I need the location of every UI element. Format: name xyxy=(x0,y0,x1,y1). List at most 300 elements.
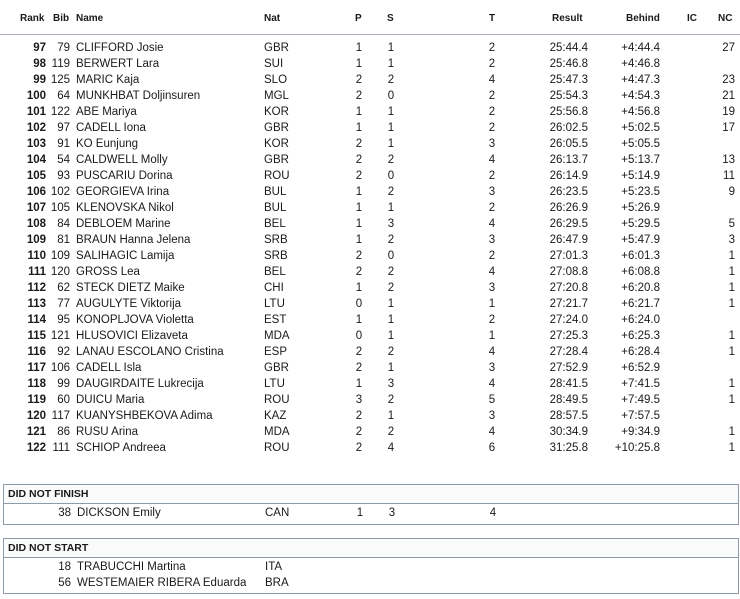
cell-t: 4 xyxy=(488,266,496,278)
cell-t: 3 xyxy=(488,234,496,246)
cell-rank: 119 xyxy=(27,394,46,406)
cell-name: KONOPLJOVA Violetta xyxy=(76,314,194,326)
cell-bib: 18 xyxy=(58,561,71,573)
cell-behind: +6:28.4 xyxy=(621,346,660,358)
cell-bib: 97 xyxy=(57,122,70,134)
cell-behind: +4:54.3 xyxy=(621,90,660,102)
cell-p: 2 xyxy=(355,74,363,86)
cell-nat: BUL xyxy=(264,186,287,198)
cell-name: CADELL Isla xyxy=(76,362,142,374)
cell-nc: 19 xyxy=(722,106,735,118)
cell-result: 25:56.8 xyxy=(549,106,588,118)
cell-nc: 1 xyxy=(728,442,735,454)
table-row xyxy=(0,72,740,88)
cell-nat: LTU xyxy=(264,378,285,390)
cell-p: 2 xyxy=(355,362,363,374)
cell-bib: 38 xyxy=(58,507,71,519)
cell-name: DUICU Maria xyxy=(76,394,145,406)
cell-behind: +4:47.3 xyxy=(621,74,660,86)
cell-result: 26:23.5 xyxy=(549,186,588,198)
cell-name: KUANYSHBEKOVA Adima xyxy=(76,410,213,422)
cell-s: 1 xyxy=(387,298,395,310)
cell-bib: 77 xyxy=(57,298,70,310)
table-row xyxy=(0,88,740,104)
cell-p: 1 xyxy=(355,58,363,70)
cell-t: 2 xyxy=(488,122,496,134)
cell-result: 27:21.7 xyxy=(549,298,588,310)
cell-bib: 95 xyxy=(57,314,70,326)
cell-nc: 1 xyxy=(728,378,735,390)
cell-s: 1 xyxy=(387,42,395,54)
header-rank: Rank xyxy=(20,13,45,24)
cell-t: 4 xyxy=(488,218,496,230)
cell-result: 27:28.4 xyxy=(549,346,588,358)
table-row xyxy=(0,312,740,328)
cell-p: 2 xyxy=(355,442,363,454)
cell-bib: 84 xyxy=(57,218,70,230)
cell-nat: ITA xyxy=(265,561,283,573)
cell-nat: SRB xyxy=(264,250,288,262)
cell-behind: +6:52.9 xyxy=(621,362,660,374)
cell-nc: 1 xyxy=(728,250,735,262)
cell-rank: 101 xyxy=(26,106,46,118)
cell-nat: KAZ xyxy=(264,410,287,422)
cell-nat: KOR xyxy=(264,106,289,118)
cell-result: 25:44.4 xyxy=(549,42,588,54)
cell-p: 1 xyxy=(355,42,363,54)
cell-behind: +6:08.8 xyxy=(621,266,660,278)
cell-p: 2 xyxy=(355,426,363,438)
dns-row xyxy=(1,559,740,575)
cell-nat: ROU xyxy=(264,442,290,454)
cell-rank: 121 xyxy=(26,426,46,438)
cell-nat: GBR xyxy=(264,154,289,166)
cell-s: 3 xyxy=(388,507,396,519)
cell-p: 2 xyxy=(355,90,363,102)
dns-row xyxy=(1,575,740,591)
cell-bib: 117 xyxy=(51,410,70,422)
header-s: S xyxy=(387,13,394,24)
cell-result: 27:24.0 xyxy=(549,314,588,326)
did-not-finish-label: DID NOT FINISH xyxy=(8,488,89,500)
cell-p: 2 xyxy=(355,170,363,182)
cell-result: 28:41.5 xyxy=(549,378,588,390)
table-row xyxy=(0,184,740,200)
cell-rank: 107 xyxy=(26,202,46,214)
cell-nc: 21 xyxy=(722,90,735,102)
cell-behind: +5:05.5 xyxy=(621,138,660,150)
cell-s: 1 xyxy=(387,362,395,374)
cell-t: 3 xyxy=(488,186,496,198)
cell-s: 2 xyxy=(387,266,395,278)
table-row xyxy=(0,168,740,184)
cell-rank: 104 xyxy=(26,154,46,166)
table-row xyxy=(0,40,740,56)
cell-rank: 98 xyxy=(33,58,46,70)
cell-rank: 103 xyxy=(26,138,46,150)
cell-rank: 115 xyxy=(27,330,46,342)
cell-s: 1 xyxy=(387,410,395,422)
cell-p: 1 xyxy=(355,234,363,246)
cell-bib: 106 xyxy=(50,362,70,374)
table-row xyxy=(0,328,740,344)
table-row xyxy=(0,280,740,296)
cell-nc: 5 xyxy=(728,218,735,230)
cell-name: CADELL Iona xyxy=(76,122,146,134)
cell-behind: +9:34.9 xyxy=(621,426,660,438)
cell-nat: BUL xyxy=(264,202,287,214)
cell-bib: 120 xyxy=(50,266,70,278)
cell-result: 30:34.9 xyxy=(549,426,588,438)
cell-behind: +7:41.5 xyxy=(621,378,660,390)
cell-result: 28:57.5 xyxy=(549,410,588,422)
cell-t: 2 xyxy=(488,250,496,262)
cell-t: 1 xyxy=(488,298,496,310)
table-row xyxy=(0,216,740,232)
cell-t: 2 xyxy=(488,202,496,214)
cell-p: 1 xyxy=(355,186,363,198)
cell-bib: 109 xyxy=(50,250,70,262)
cell-name: BRAUN Hanna Jelena xyxy=(76,234,191,246)
cell-behind: +7:57.5 xyxy=(621,410,660,422)
cell-nat: KOR xyxy=(264,138,289,150)
cell-nc: 1 xyxy=(728,346,735,358)
cell-t: 2 xyxy=(488,90,496,102)
cell-behind: +10:25.8 xyxy=(614,442,660,454)
cell-name: MARIC Kaja xyxy=(76,74,140,86)
cell-bib: 111 xyxy=(52,442,70,454)
cell-bib: 105 xyxy=(50,202,70,214)
cell-p: 2 xyxy=(355,266,363,278)
cell-behind: +7:49.5 xyxy=(621,394,660,406)
cell-name: AUGULYTE Viktorija xyxy=(76,298,182,310)
table-row xyxy=(0,248,740,264)
cell-t: 3 xyxy=(488,282,496,294)
header-t: T xyxy=(489,13,496,24)
cell-bib: 125 xyxy=(50,74,70,86)
cell-t: 2 xyxy=(488,106,496,118)
cell-name: SALIHAGIC Lamija xyxy=(76,250,175,262)
cell-s: 1 xyxy=(387,314,395,326)
cell-s: 2 xyxy=(387,154,395,166)
cell-s: 1 xyxy=(387,58,395,70)
cell-behind: +5:29.5 xyxy=(621,218,660,230)
header-p: P xyxy=(355,13,362,24)
cell-t: 2 xyxy=(488,170,496,182)
cell-s: 1 xyxy=(387,330,395,342)
cell-bib: 62 xyxy=(57,282,70,294)
cell-result: 26:47.9 xyxy=(549,234,588,246)
cell-behind: +5:23.5 xyxy=(621,186,660,198)
cell-nc: 1 xyxy=(728,330,735,342)
cell-nc: 13 xyxy=(722,154,735,166)
cell-result: 25:54.3 xyxy=(549,90,588,102)
cell-name: GEORGIEVA Irina xyxy=(76,186,170,198)
cell-s: 2 xyxy=(387,282,395,294)
cell-behind: +5:02.5 xyxy=(621,122,660,134)
header-nat: Nat xyxy=(264,13,281,24)
cell-result: 26:13.7 xyxy=(549,154,588,166)
cell-p: 2 xyxy=(355,250,363,262)
cell-behind: +6:01.3 xyxy=(621,250,660,262)
cell-s: 3 xyxy=(387,218,395,230)
cell-nat: BEL xyxy=(264,218,286,230)
cell-s: 2 xyxy=(387,394,395,406)
cell-p: 1 xyxy=(355,282,363,294)
did-not-finish-title xyxy=(4,485,738,504)
cell-nc: 1 xyxy=(728,394,735,406)
cell-p: 1 xyxy=(355,378,363,390)
cell-name: TRABUCCHI Martina xyxy=(77,561,186,573)
cell-behind: +5:13.7 xyxy=(621,154,660,166)
cell-nat: CHI xyxy=(264,282,284,294)
cell-nc: 27 xyxy=(722,42,735,54)
cell-behind: +4:56.8 xyxy=(621,106,660,118)
cell-rank: 97 xyxy=(33,42,46,54)
cell-t: 5 xyxy=(488,394,496,406)
cell-result: 27:01.3 xyxy=(549,250,588,262)
cell-nc: 1 xyxy=(728,266,735,278)
cell-name: SCHIOP Andreea xyxy=(76,442,166,454)
cell-result: 25:46.8 xyxy=(549,58,588,70)
cell-rank: 113 xyxy=(27,298,46,310)
cell-behind: +5:47.9 xyxy=(621,234,660,246)
cell-name: HLUSOVICI Elizaveta xyxy=(76,330,188,342)
table-row xyxy=(0,136,740,152)
cell-result: 27:08.8 xyxy=(549,266,588,278)
cell-s: 2 xyxy=(387,426,395,438)
cell-bib: 102 xyxy=(50,186,70,198)
cell-rank: 99 xyxy=(33,74,46,86)
cell-bib: 79 xyxy=(57,42,70,54)
cell-name: MUNKHBAT Doljinsuren xyxy=(76,90,201,102)
results-header xyxy=(0,0,740,35)
cell-name: GROSS Lea xyxy=(76,266,140,278)
table-row xyxy=(0,120,740,136)
cell-t: 2 xyxy=(488,58,496,70)
cell-rank: 122 xyxy=(26,442,46,454)
cell-nat: MGL xyxy=(264,90,289,102)
cell-p: 0 xyxy=(355,330,363,342)
cell-t: 6 xyxy=(488,442,496,454)
table-row xyxy=(0,152,740,168)
cell-nc: 9 xyxy=(728,186,735,198)
table-row xyxy=(0,376,740,392)
cell-name: KO Eunjung xyxy=(76,138,139,150)
cell-s: 4 xyxy=(387,442,395,454)
cell-s: 1 xyxy=(387,122,395,134)
cell-bib: 81 xyxy=(57,234,70,246)
header-bib: Bib xyxy=(53,13,70,24)
cell-behind: +6:21.7 xyxy=(621,298,660,310)
cell-t: 4 xyxy=(488,346,496,358)
cell-rank: 117 xyxy=(27,362,46,374)
table-row xyxy=(0,264,740,280)
cell-result: 26:05.5 xyxy=(549,138,588,150)
cell-bib: 93 xyxy=(57,170,70,182)
cell-rank: 108 xyxy=(26,218,46,230)
cell-bib: 92 xyxy=(57,346,70,358)
cell-nc: 11 xyxy=(723,170,735,182)
cell-nat: BRA xyxy=(265,577,289,589)
cell-result: 27:25.3 xyxy=(549,330,588,342)
cell-t: 2 xyxy=(488,314,496,326)
cell-nat: EST xyxy=(264,314,287,326)
table-row xyxy=(0,296,740,312)
cell-rank: 110 xyxy=(27,250,46,262)
cell-nat: CAN xyxy=(265,507,290,519)
cell-rank: 106 xyxy=(26,186,46,198)
table-row xyxy=(0,392,740,408)
cell-result: 26:02.5 xyxy=(549,122,588,134)
cell-s: 2 xyxy=(387,234,395,246)
cell-p: 1 xyxy=(355,314,363,326)
table-row xyxy=(0,104,740,120)
cell-p: 2 xyxy=(355,154,363,166)
table-row xyxy=(0,424,740,440)
cell-t: 4 xyxy=(488,154,496,166)
header-result: Result xyxy=(552,13,583,24)
cell-name: CALDWELL Molly xyxy=(76,154,168,166)
cell-p: 1 xyxy=(356,507,364,519)
cell-t: 4 xyxy=(489,507,497,519)
cell-bib: 91 xyxy=(57,138,70,150)
cell-nc: 23 xyxy=(722,74,735,86)
cell-nat: MDA xyxy=(264,426,290,438)
cell-nat: BEL xyxy=(264,266,286,278)
cell-t: 4 xyxy=(488,74,496,86)
table-row xyxy=(0,360,740,376)
cell-p: 2 xyxy=(355,346,363,358)
cell-nat: SRB xyxy=(264,234,288,246)
table-row xyxy=(0,232,740,248)
cell-s: 1 xyxy=(387,106,395,118)
cell-name: RUSU Arina xyxy=(76,426,138,438)
cell-bib: 56 xyxy=(58,577,71,589)
cell-p: 0 xyxy=(355,298,363,310)
cell-nat: ROU xyxy=(264,170,290,182)
did-not-start-section xyxy=(3,538,739,594)
cell-rank: 105 xyxy=(26,170,46,182)
cell-rank: 116 xyxy=(27,346,46,358)
table-row xyxy=(0,344,740,360)
cell-bib: 121 xyxy=(50,330,70,342)
cell-result: 25:47.3 xyxy=(549,74,588,86)
cell-p: 1 xyxy=(355,106,363,118)
cell-bib: 122 xyxy=(50,106,70,118)
cell-nat: ROU xyxy=(264,394,290,406)
cell-name: STECK DIETZ Maike xyxy=(76,282,185,294)
cell-behind: +5:14.9 xyxy=(621,170,660,182)
cell-behind: +6:25.3 xyxy=(621,330,660,342)
cell-p: 1 xyxy=(355,218,363,230)
cell-nat: MDA xyxy=(264,330,290,342)
table-row xyxy=(0,408,740,424)
cell-t: 4 xyxy=(488,426,496,438)
cell-nat: SUI xyxy=(264,58,284,70)
cell-name: KLENOVSKA Nikol xyxy=(76,202,174,214)
header-nc: NC xyxy=(718,13,733,24)
cell-behind: +4:44.4 xyxy=(621,42,660,54)
cell-name: WESTEMAIER RIBERA Eduarda xyxy=(77,577,247,589)
cell-rank: 120 xyxy=(26,410,46,422)
cell-behind: +4:46.8 xyxy=(621,58,660,70)
cell-nat: SLO xyxy=(264,74,288,86)
cell-behind: +6:20.8 xyxy=(621,282,660,294)
cell-name: BERWERT Lara xyxy=(76,58,160,70)
cell-bib: 86 xyxy=(57,426,70,438)
cell-t: 2 xyxy=(488,42,496,54)
cell-s: 0 xyxy=(387,90,395,102)
cell-s: 2 xyxy=(387,74,395,86)
cell-nc: 1 xyxy=(728,282,735,294)
cell-s: 0 xyxy=(387,250,395,262)
cell-nat: GBR xyxy=(264,362,289,374)
cell-rank: 114 xyxy=(27,314,46,326)
did-not-finish-section xyxy=(3,484,739,525)
cell-name: DEBLOEM Marine xyxy=(76,218,171,230)
cell-p: 3 xyxy=(355,394,363,406)
did-not-start-title xyxy=(4,539,738,558)
cell-name: DAUGIRDAITE Lukrecija xyxy=(76,378,204,390)
cell-name: DICKSON Emily xyxy=(77,507,161,519)
cell-bib: 119 xyxy=(51,58,70,70)
cell-rank: 109 xyxy=(26,234,46,246)
cell-result: 28:49.5 xyxy=(549,394,588,406)
cell-name: CLIFFORD Josie xyxy=(76,42,164,54)
cell-nat: GBR xyxy=(264,42,289,54)
cell-name: LANAU ESCOLANO Cristina xyxy=(76,346,224,358)
cell-bib: 99 xyxy=(57,378,70,390)
cell-t: 3 xyxy=(488,362,496,374)
cell-behind: +5:26.9 xyxy=(621,202,660,214)
cell-p: 1 xyxy=(355,122,363,134)
cell-rank: 118 xyxy=(27,378,46,390)
dnf-row xyxy=(1,505,740,521)
cell-name: ABE Mariya xyxy=(76,106,137,118)
cell-s: 2 xyxy=(387,186,395,198)
cell-s: 2 xyxy=(387,346,395,358)
cell-result: 26:14.9 xyxy=(549,170,588,182)
cell-rank: 102 xyxy=(26,122,46,134)
cell-rank: 100 xyxy=(26,90,46,102)
cell-behind: +6:24.0 xyxy=(621,314,660,326)
cell-rank: 111 xyxy=(28,266,46,278)
table-row xyxy=(0,440,740,456)
cell-s: 0 xyxy=(387,170,395,182)
table-row xyxy=(0,56,740,72)
cell-bib: 64 xyxy=(57,90,70,102)
cell-result: 26:26.9 xyxy=(549,202,588,214)
cell-t: 3 xyxy=(488,138,496,150)
cell-p: 2 xyxy=(355,410,363,422)
cell-bib: 60 xyxy=(57,394,70,406)
cell-result: 31:25.8 xyxy=(549,442,588,454)
cell-s: 1 xyxy=(387,202,395,214)
cell-nc: 17 xyxy=(722,122,735,134)
cell-bib: 54 xyxy=(57,154,70,166)
cell-s: 3 xyxy=(387,378,395,390)
cell-name: PUSCARIU Dorina xyxy=(76,170,173,182)
cell-result: 27:20.8 xyxy=(549,282,588,294)
cell-nat: ESP xyxy=(264,346,288,358)
cell-s: 1 xyxy=(387,138,395,150)
table-row xyxy=(0,200,740,216)
cell-result: 26:29.5 xyxy=(549,218,588,230)
header-name: Name xyxy=(76,13,104,24)
cell-nc: 3 xyxy=(728,234,735,246)
cell-p: 1 xyxy=(355,202,363,214)
